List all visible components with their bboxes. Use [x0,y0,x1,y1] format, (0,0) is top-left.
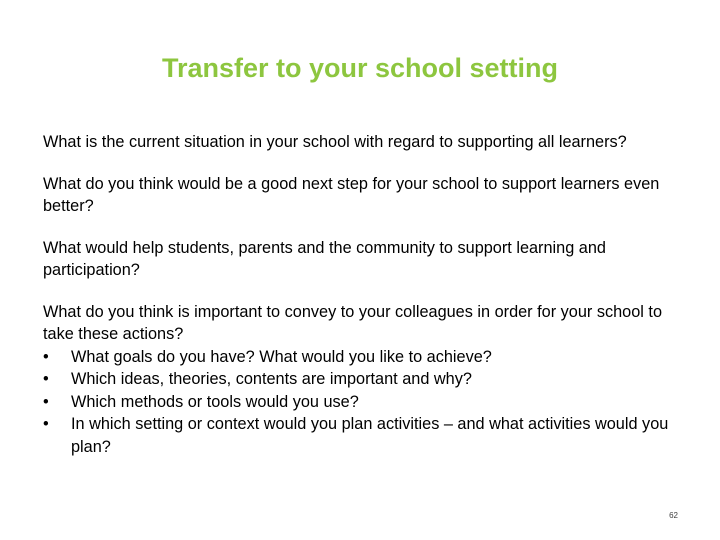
bullet-item [43,391,693,414]
question-2: What do you think would be a good next step for your school to support learners even better? [43,174,660,215]
bullet-text: Which methods or tools would you use? [71,392,359,411]
slide-title: Transfer to your school setting [161,53,559,83]
bullet-icon: • [43,415,49,433]
bullet-text: Which ideas, theories, contents are important and why? [71,370,472,388]
question-1: What is the current situation in your school with regard to supporting all learners? [43,133,627,151]
bullet-list [43,346,693,459]
bullet-icon: • [43,347,49,366]
slide-content [43,131,693,458]
bullet-item [43,346,693,369]
bullet-icon: • [43,392,49,411]
question-4: What do you think is important to convey to your colleagues in order for your school to take these actions? [43,302,663,343]
bullet-icon: • [43,370,49,388]
bullet-text: What goals do you have? What would you like to achieve? [71,347,492,366]
bullet-item [43,413,693,458]
page-number: 62 [669,511,678,520]
bullet-item [43,368,693,391]
question-3: What would help students, parents and the community to support learning and participation? [43,238,606,279]
bullet-text: In which setting or context would you plan activities – and what activities would you plan? [71,415,669,456]
